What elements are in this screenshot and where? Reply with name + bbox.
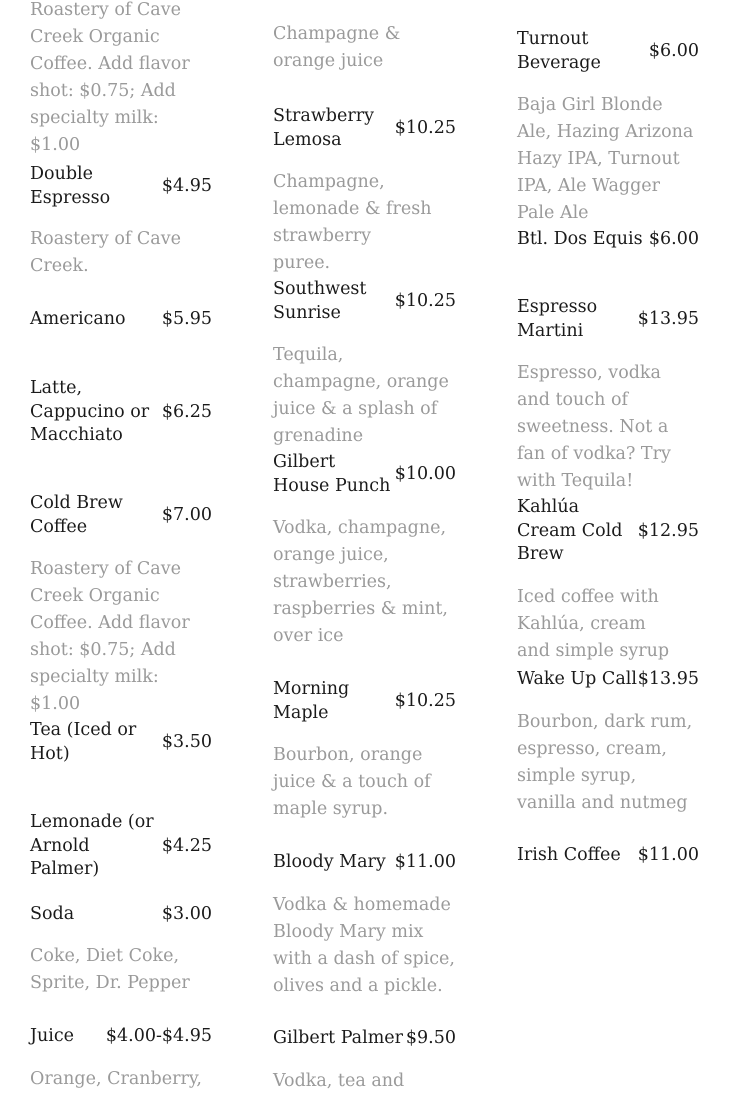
menu-item — [517, 844, 699, 868]
menu-item — [30, 719, 212, 766]
menu-item — [30, 1025, 212, 1093]
menu-item-description: Tequila, champagne, orange juice & a splash of grenadine — [273, 345, 449, 446]
menu-item — [517, 496, 699, 665]
menu-item — [273, 851, 456, 1000]
menu-item-name: Cold Brew Coffee — [30, 493, 123, 537]
menu-item-description: Vodka, tea and — [273, 1070, 405, 1091]
menu-item-price: $5.95 — [161, 309, 212, 329]
menu-item-name: Tea (Iced or Hot) — [30, 720, 137, 764]
menu-item-name: Morning Maple — [273, 679, 350, 723]
menu-item-name: Southwest Sunrise — [273, 279, 367, 323]
menu-item-name: Juice — [30, 1026, 75, 1046]
menu-item-price: $3.50 — [161, 731, 212, 752]
menu-item — [30, 492, 212, 718]
menu-item-description: Baja Girl Blonde Ale, Hazing Arizona Hazy IPA, Turnout IPA, Ale Wagger Pale Ale — [517, 95, 694, 223]
menu-item-name: Americano — [30, 309, 126, 329]
menu-item-description: Orange, Cranberry, — [30, 1068, 202, 1089]
menu-item — [273, 278, 456, 450]
menu-item-name: Bloody Mary — [273, 852, 386, 872]
menu-item-name: Wake Up Call — [517, 669, 637, 689]
menu-item — [30, 377, 212, 448]
menu-item — [517, 296, 699, 495]
menu-item-price: $4.25 — [161, 835, 212, 856]
menu-item — [517, 28, 699, 227]
menu-item-name: Turnout Beverage — [517, 29, 601, 73]
menu-item-name: Btl. Dos Equis — [517, 229, 643, 249]
menu-item-price: $10.25 — [394, 117, 456, 138]
menu-item-name: Espresso Martini — [517, 297, 598, 341]
menu-item — [273, 451, 456, 650]
menu-item — [30, 903, 212, 997]
menu-item-description: Roastery of Cave Creek Organic Coffee. Add flavor shot: $0.75; Add specialty milk: $1.00 — [30, 559, 190, 714]
menu-item-price: $10.25 — [394, 690, 456, 711]
menu-item — [30, 308, 212, 332]
menu-item-price: $6.00 — [648, 40, 699, 61]
menu-item-description: Bourbon, orange juice & a touch of maple syrup. — [273, 745, 431, 819]
menu-item-price: $10.25 — [394, 290, 456, 311]
menu-item-price: $13.95 — [637, 308, 699, 329]
menu-item-description: Bourbon, dark rum, espresso, cream, simple syrup, vanilla and nutmeg — [517, 711, 693, 813]
menu-item-description: Vodka & homemade Bloody Mary mix with a dash of spice, olives and a pickle. — [273, 894, 455, 996]
menu-item-price: $4.00-$4.95 — [105, 1026, 212, 1046]
menu-item — [30, 163, 212, 280]
menu-item-description: Roastery of Cave Creek. — [30, 229, 181, 276]
menu-item-name: Latte, Cappucino or Macchiato — [30, 378, 150, 445]
menu-item-price: $12.95 — [637, 520, 699, 541]
menu-item-price: $4.95 — [161, 175, 212, 196]
menu-item-price: $7.00 — [161, 504, 212, 525]
menu-item-name: Gilbert House Punch — [273, 452, 391, 496]
menu-item-description: Vodka, champagne, orange juice, strawberries, raspberries & mint, over ice — [273, 518, 448, 646]
menu-item-price: $10.00 — [394, 463, 456, 484]
menu-item-description: Coke, Diet Coke, Sprite, Dr. Pepper — [30, 945, 190, 993]
menu-item-description: Champagne, lemonade & fresh strawberry puree. — [273, 172, 432, 273]
menu-item-name: Gilbert Palmer — [273, 1028, 404, 1048]
menu-item-description: Iced coffee with Kahlúa, cream and simple syrup — [517, 586, 670, 661]
menu-item — [30, 811, 212, 882]
menu-item — [273, 21, 456, 75]
menu-item — [273, 678, 456, 823]
menu-item-description: Champagne & orange juice — [273, 24, 401, 71]
menu-item — [273, 1027, 456, 1095]
menu-item-price: $6.25 — [161, 401, 212, 422]
menu-item-name: Soda — [30, 904, 75, 924]
menu-item — [30, 0, 212, 159]
menu-item-price: $13.95 — [637, 669, 699, 689]
menu-item-price: $3.00 — [161, 904, 212, 924]
menu-item-price: $11.00 — [394, 852, 456, 872]
menu-item-name: Irish Coffee — [517, 845, 621, 865]
menu-item-name: Lemonade (or Arnold Palmer) — [30, 812, 154, 879]
menu-item-name: Kahlúa Cream Cold Brew — [517, 497, 623, 564]
menu-item-name: Double Espresso — [30, 164, 111, 208]
menu-item — [273, 105, 456, 277]
menu-item-name: Strawberry Lemosa — [273, 106, 374, 150]
menu-item-description: Roastery of Cave Creek Organic Coffee. Add flavor shot: $0.75; Add specialty milk: $1.00 — [30, 0, 190, 155]
menu-item — [517, 228, 699, 252]
menu-item-price: $11.00 — [637, 845, 699, 865]
menu-item-description: Espresso, vodka and touch of sweetness. Not a fan of vodka? Try with Tequila! — [517, 363, 671, 491]
menu-item — [517, 668, 699, 817]
menu-item-price: $9.50 — [405, 1028, 456, 1048]
menu-item-price: $6.00 — [648, 229, 699, 249]
